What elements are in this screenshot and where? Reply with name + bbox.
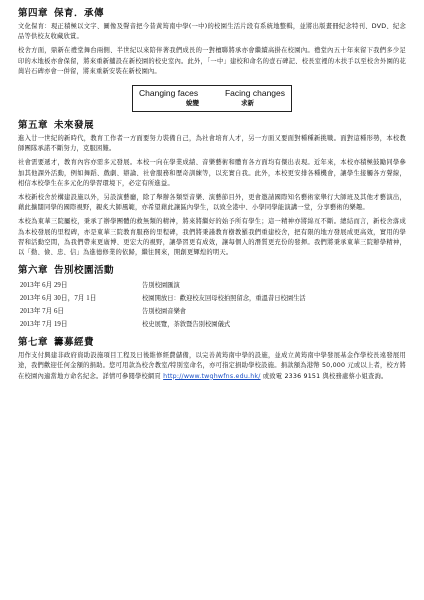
table-row [20,279,306,292]
chapter-5-paragraph-3: 本校新校舍於構建設施以外，另設演藝廳，除了舉辦各類型音樂、演藝節目外，更會邀請國際知名藝術家舉行大師班及其他才藝演出，藉此擴闊同學的國際視野，親炙大師風範，亦希望藉此讓區內學生，以致全港中、小學同學能演講一堂，分享藝術的樂趣。 [18,194,406,212]
slogan-left-english: Changing faces [139,88,199,99]
slogan-box [132,85,292,112]
event-description: 告別校園匯演 [142,282,180,290]
events-table [20,279,306,331]
chapter-5-title: 未來發展 [54,120,95,132]
slogan-right-chinese: 求新 [241,100,254,108]
chapter-7-paragraph [18,351,406,382]
event-description: 告別校園音樂會 [142,308,187,316]
event-date: 2013年 7月 6日 [20,308,65,316]
table-row [20,292,306,305]
slogan-right-english: Facing changes [224,88,285,99]
chapter-6-number: 第六章 [18,265,49,277]
chapter-6-title: 告別校園活動 [54,265,115,277]
table-row [20,318,306,331]
chapter-7-title: 籌募經費 [54,337,95,349]
event-description: 校史展覽，茶敘暨告別校園儀式 [142,321,231,329]
event-description: 校園開放日：歡迎校友回母校拍照留念，重溫昔日校園生活 [142,295,306,303]
chapter-6-heading [18,265,406,277]
chapter-5-number: 第五章 [18,120,49,132]
chapter-4-number: 第四章 [18,8,49,19]
chapter-4-paragraph-2: 校舍方面，鼎新在禮堂舞台兩側、半世紀以來陪伴著我們成長的一對檀聯將承亦會繼續高掛在校園內。禮堂內五十年來留下我們多少足印的木地板亦會保留，將來重新舖設在新校園的校史室內。此外，「一中」建校和命名的壹石碑記、校長室裡的木扶手以至校舍外園的花崗岩石碑亦會一併留，將來重新安裝在新校園內。 [18,47,406,75]
chapter-5-heading [18,120,406,132]
chapter-5-paragraph-4: 本校為東華三院屬校，秉承了辦學團體的救無類的精神，將來將繼好的始予所有學生；這一精神亦將綿亙不斷。總結而言，新校舍落成為本校發展的里程碑，亦是東華三院教育服務的里程碑，我們將秉謹教育樹教羅我們重建校舍，把有限的地方發展成更高效，實用的學習和活動空間，為我們帶來更廣博、更宏大的視野，讓學習更有成效，讓每個人的潛質更充份的發揮。我們將秉承東華三院辦學精神，以「勤、儉、忠、信」為進德修業的依歸，繼往開來，開創更輝煌的明天。 [18,218,406,257]
chapter-4-title: 保育．承傳 [54,8,105,19]
chapter-7-text-before-link: 用作支付興建非政府資助設施項目工程及日後維修經費儲備，以完善黃筠南中學的設施，並成立黃筠南中學發展基金作學校長遠發展用途，我們歡迎任何金額的捐助。您可用款為校舍教室/特別室命名，亦可指定捐助學校設施。捐款額為港幣 50,000 元或以上者，校方將在校園內適當地方命名紀念。詳情可參閱學校網頁 [18,352,406,380]
table-row [20,305,306,318]
chapter-7-heading [18,337,406,349]
slogan-box-wrapper [18,85,406,112]
chapter-5-paragraph-1: 進入廿一世紀的新時代，教育工作者一方面要努力裝備自己，為社會培育人才，另一方面又要面對種種新挑戰。面對這種形勢，本校教師團隊承諾不斷努力，克服困難。 [18,135,406,153]
chapter-5-paragraph-2: 社會需要遞才，教育內容亦需多元發展。本校一向在學業成績、音樂藝術和體育各方面均有傑出表現。近年來，本校亦積極鼓勵同學參加其他課外活動，例如舞蹈、戲劇、辯論、社會服務和歷奇訓練等，以充實自我。此外，本校更安排各種機會，讓學生接觸各方聲線，相信本校學生在多元化的學習環境下，必定有所進益。 [18,159,406,187]
event-date: 2013年 7月 19日 [20,321,68,329]
chapter-4-paragraph-1: 文化保育：現正積極以文字、圖像及聲音把今昔黃筠南中學(一中)的校園生活片段有系統地整輯，並將出版畫冊紀念特刊、DVD、紀念品等供校友收藏欣賞。 [18,23,406,41]
chapter-7-number: 第七章 [18,337,49,349]
slogan-left-chinese: 蛻變 [186,100,199,108]
event-date: 2013年 6月 29日 [20,282,68,290]
event-date: 2013年 6月 30日，7月 1日 [20,295,97,303]
chapter-7-text-after-link: 或致電 2336 9151 與校務處蔡小姐查詢。 [260,372,388,380]
school-website-link[interactable]: http://www.twghwfns.edu.hk/ [163,372,261,380]
chapter-4-heading [18,8,406,20]
